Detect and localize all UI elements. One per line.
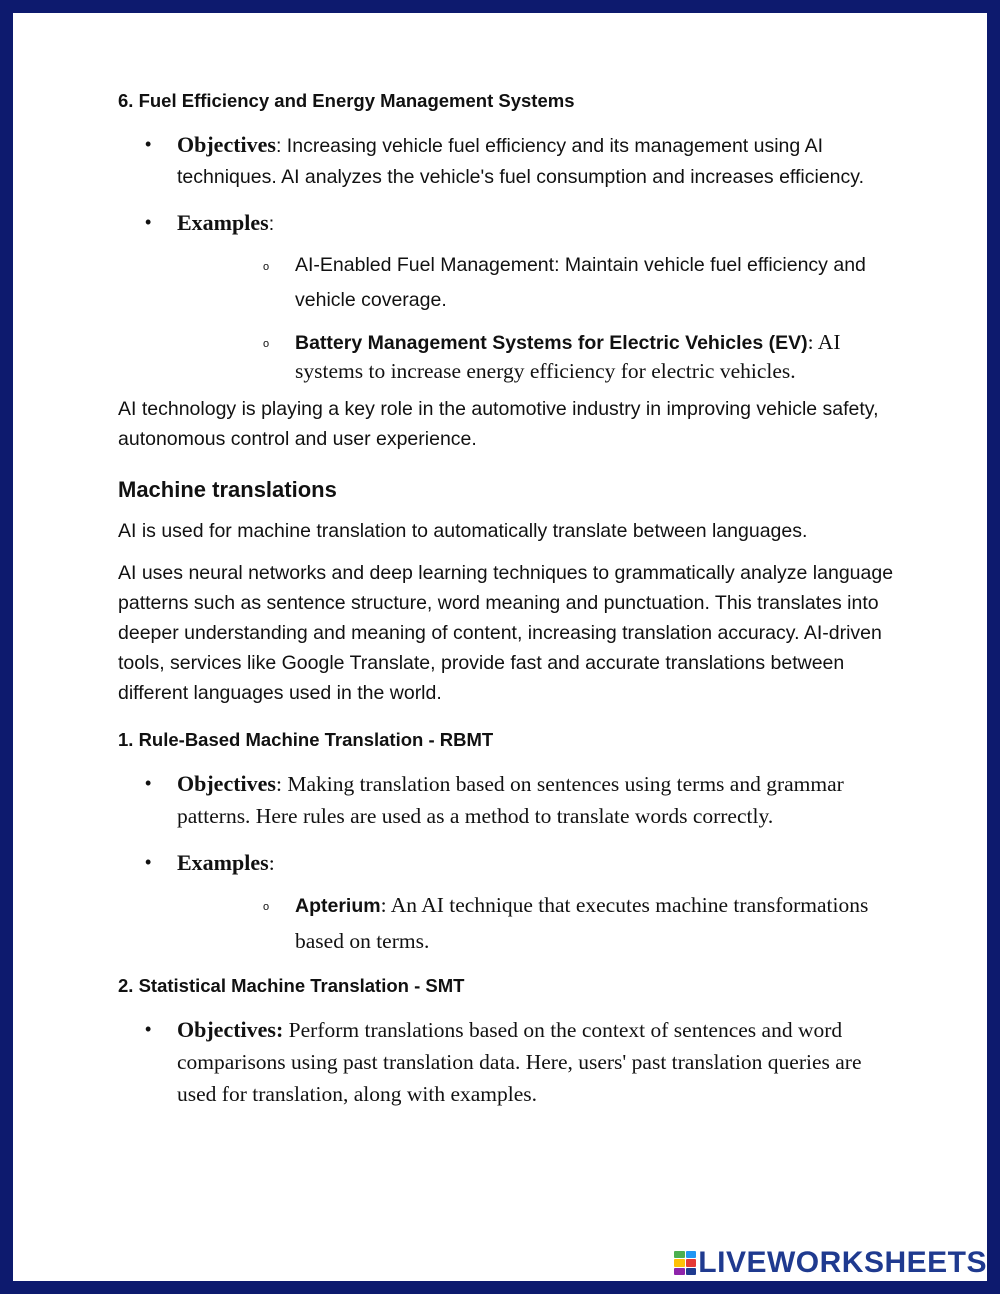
worksheet-page — [13, 13, 987, 1281]
section-6-bullets — [118, 129, 898, 386]
liveworksheets-logo — [674, 1247, 987, 1279]
rbmt-objectives — [118, 768, 898, 833]
example-term: Battery Management Systems for Electric Vehicles (EV) — [295, 332, 808, 354]
objectives-text: Making translation based on sentences using terms and grammar patterns. Here rules are used as a method to translate words correctly. — [177, 772, 844, 828]
examples-colon: : — [268, 851, 275, 875]
document-content — [118, 89, 898, 1125]
logo-block — [674, 1268, 685, 1275]
example-text: : AI systems to increase energy efficiency for electric vehicles. — [295, 330, 841, 383]
objectives-label: Objectives — [177, 771, 276, 796]
section-6-examples — [118, 207, 898, 386]
smt-bullets — [118, 1014, 898, 1111]
logo-block — [674, 1251, 685, 1258]
rbmt-bullets — [118, 768, 898, 960]
rbmt-heading: 1. Rule-Based Machine Translation - RBMT — [118, 729, 494, 750]
example-item — [177, 248, 898, 318]
section-6-example-list — [177, 248, 898, 386]
liveworksheets-logo-icon — [674, 1251, 696, 1275]
example-term: Apterium — [295, 895, 381, 917]
example-text: AI-Enabled Fuel Management: Maintain vehicle fuel efficiency and vehicle coverage. — [295, 254, 866, 311]
objectives-colon: : — [275, 135, 282, 157]
automotive-summary: AI technology is playing a key role in the automotive industry in improving vehicle safety, autonomous control and user experience. — [118, 398, 879, 450]
smt-heading: 2. Statistical Machine Translation - SMT — [118, 975, 465, 996]
objectives-text: Perform translations based on the context of sentences and word comparisons using past translation data. Here, users' past translation queries are used for translation, along with examples. — [177, 1018, 862, 1106]
example-item — [177, 888, 898, 960]
liveworksheets-logo-text: LIVEWORKSHEETS — [698, 1246, 987, 1279]
objectives-label: Objectives: — [177, 1017, 284, 1042]
rbmt-example-list — [177, 888, 898, 960]
logo-block — [686, 1259, 697, 1266]
example-item — [177, 328, 898, 386]
example-text: : An AI technique that executes machine transformations based on terms. — [295, 893, 869, 953]
section-6-heading: 6. Fuel Efficiency and Energy Management Systems — [118, 90, 575, 111]
objectives-colon: : — [275, 772, 282, 796]
machine-translations-intro: AI is used for machine translation to automatically translate between languages. — [118, 520, 808, 542]
objectives-text: Increasing vehicle fuel efficiency and its management using AI techniques. AI analyzes the vehicle's fuel consumption and increases efficiency. — [177, 135, 864, 188]
examples-label: Examples — [177, 210, 269, 235]
machine-translations-details: AI uses neural networks and deep learning techniques to grammatically analyze language patterns such as sentence structure, word meaning and punctuation. This translates into deeper understanding and meaning of content, increasing translation accuracy. AI-driven tools, services like Google Translate, provide fast and accurate translations between different languages used in the world. — [118, 562, 894, 704]
objectives-label: Objectives — [177, 132, 276, 157]
section-6-objectives — [118, 129, 898, 193]
logo-block — [686, 1251, 697, 1258]
machine-translations-heading: Machine translations — [118, 477, 337, 502]
smt-objectives — [118, 1014, 898, 1111]
rbmt-examples — [118, 847, 898, 960]
logo-block — [686, 1268, 697, 1275]
examples-colon: : — [268, 213, 275, 235]
logo-block — [674, 1259, 685, 1266]
examples-label: Examples — [177, 850, 269, 875]
